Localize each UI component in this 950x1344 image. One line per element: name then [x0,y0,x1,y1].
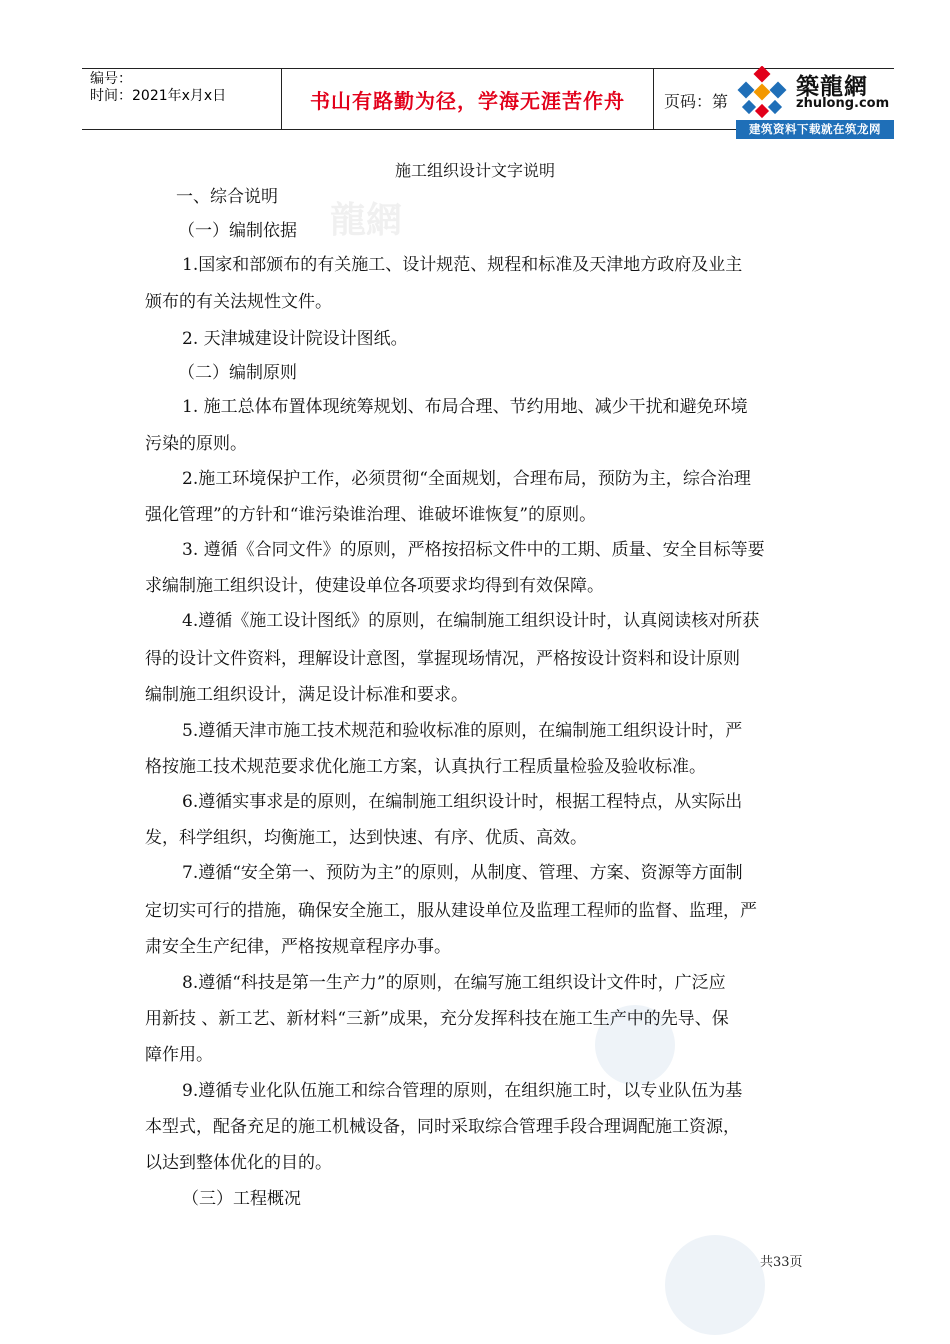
text-line: 6.遵循实事求是的原则，在编制施工组织设计时，根据工程特点，从实际出 [182,792,743,812]
text-line: 4.遵循《施工设计图纸》的原则，在编制施工组织设计时，认真阅读核对所获 [182,611,760,631]
text-line: 障作用。 [145,1045,213,1065]
text-line: 定切实可行的措施，确保安全施工，服从建设单位及监理工程师的监督、监理，严 [145,901,757,921]
watermark-snowflake-icon [660,1230,770,1340]
text-line: （二）编制原则 [178,363,297,383]
number-label: 编号： [90,71,132,87]
text-line: 得的设计文件资料，理解设计意图，掌握现场情况，严格按设计资料和设计原则 [145,649,740,669]
text-line: 用新技 、新工艺、新材料“三新”成果，充分发挥科技在施工生产中的先导、保 [145,1009,729,1029]
text-line: 9.遵循专业化队伍施工和综合管理的原则，在组织施工时，以专业队伍为基 [182,1081,743,1101]
text-line: 5.遵循天津市施工技术规范和验收标准的原则，在编制施工组织设计时，严 [182,721,743,741]
zhulong-logo [736,66,894,138]
text-line: 颁布的有关法规性文件。 [145,292,332,312]
page-label: 页码：第 [664,92,729,111]
text-line: 一、综合说明 [176,187,278,207]
header-meta-cell [82,69,282,129]
text-line: 肃安全生产纪律，严格按规章程序办事。 [145,937,451,957]
logo-banner: 建筑资料下载就在筑龙网 [736,120,894,139]
text-line: 7.遵循“安全第一、预防为主”的原则，从制度、管理、方案、资源等方面制 [182,863,743,883]
text-line: 本型式，配备充足的施工机械设备，同时采取综合管理手段合理调配施工资源， [145,1117,740,1137]
motto: 书山有路勤为径，学海无涯苦作舟 [310,89,625,113]
text-line: 2.施工环境保护工作，必须贯彻“全面规划，合理布局，预防为主，综合治理 [182,469,751,489]
watermark-text: 龍網 [330,199,403,241]
text-line: （三）工程概况 [182,1189,301,1209]
page-count: 共33页 [760,1255,803,1270]
text-line: 2. 天津城建设计院设计图纸。 [182,329,408,349]
text-line: 以达到整体优化的目的。 [145,1153,332,1173]
text-line: 8.遵循“科技是第一生产力”的原则，在编写施工组织设计文件时，广泛应 [182,973,726,993]
snowflake-logo-icon [736,66,794,122]
time-label: 时间：2021年x月x日 [90,88,227,104]
text-line: 编制施工组织设计，满足设计标准和要求。 [145,685,468,705]
text-line: （一）编制依据 [178,221,297,241]
document-title: 施工组织设计文字说明 [394,161,555,180]
text-line: 1.国家和部颁布的有关施工、设计规范、规程和标准及天津地方政府及业主 [182,255,743,275]
text-line: 求编制施工组织设计，使建设单位各项要求均得到有效保障。 [145,576,604,596]
text-line: 格按施工技术规范要求优化施工方案，认真执行工程质量检验及验收标准。 [145,757,706,777]
text-line: 3. 遵循《合同文件》的原则，严格按招标文件中的工期、质量、安全目标等要 [182,540,765,560]
header-motto-cell [282,69,654,129]
logo-url: zhulong.com [796,96,890,111]
text-line: 1. 施工总体布置体现统筹规划、布局合理、节约用地、减少干扰和避免环境 [182,397,748,417]
logo-brand: 築龍網 [796,74,868,100]
text-line: 强化管理”的方针和“谁污染谁治理、谁破坏谁恢复”的原则。 [145,505,597,525]
header-page-cell [654,69,734,129]
text-line: 发，科学组织，均衡施工，达到快速、有序、优质、高效。 [145,828,587,848]
text-line: 污染的原则。 [145,434,247,454]
